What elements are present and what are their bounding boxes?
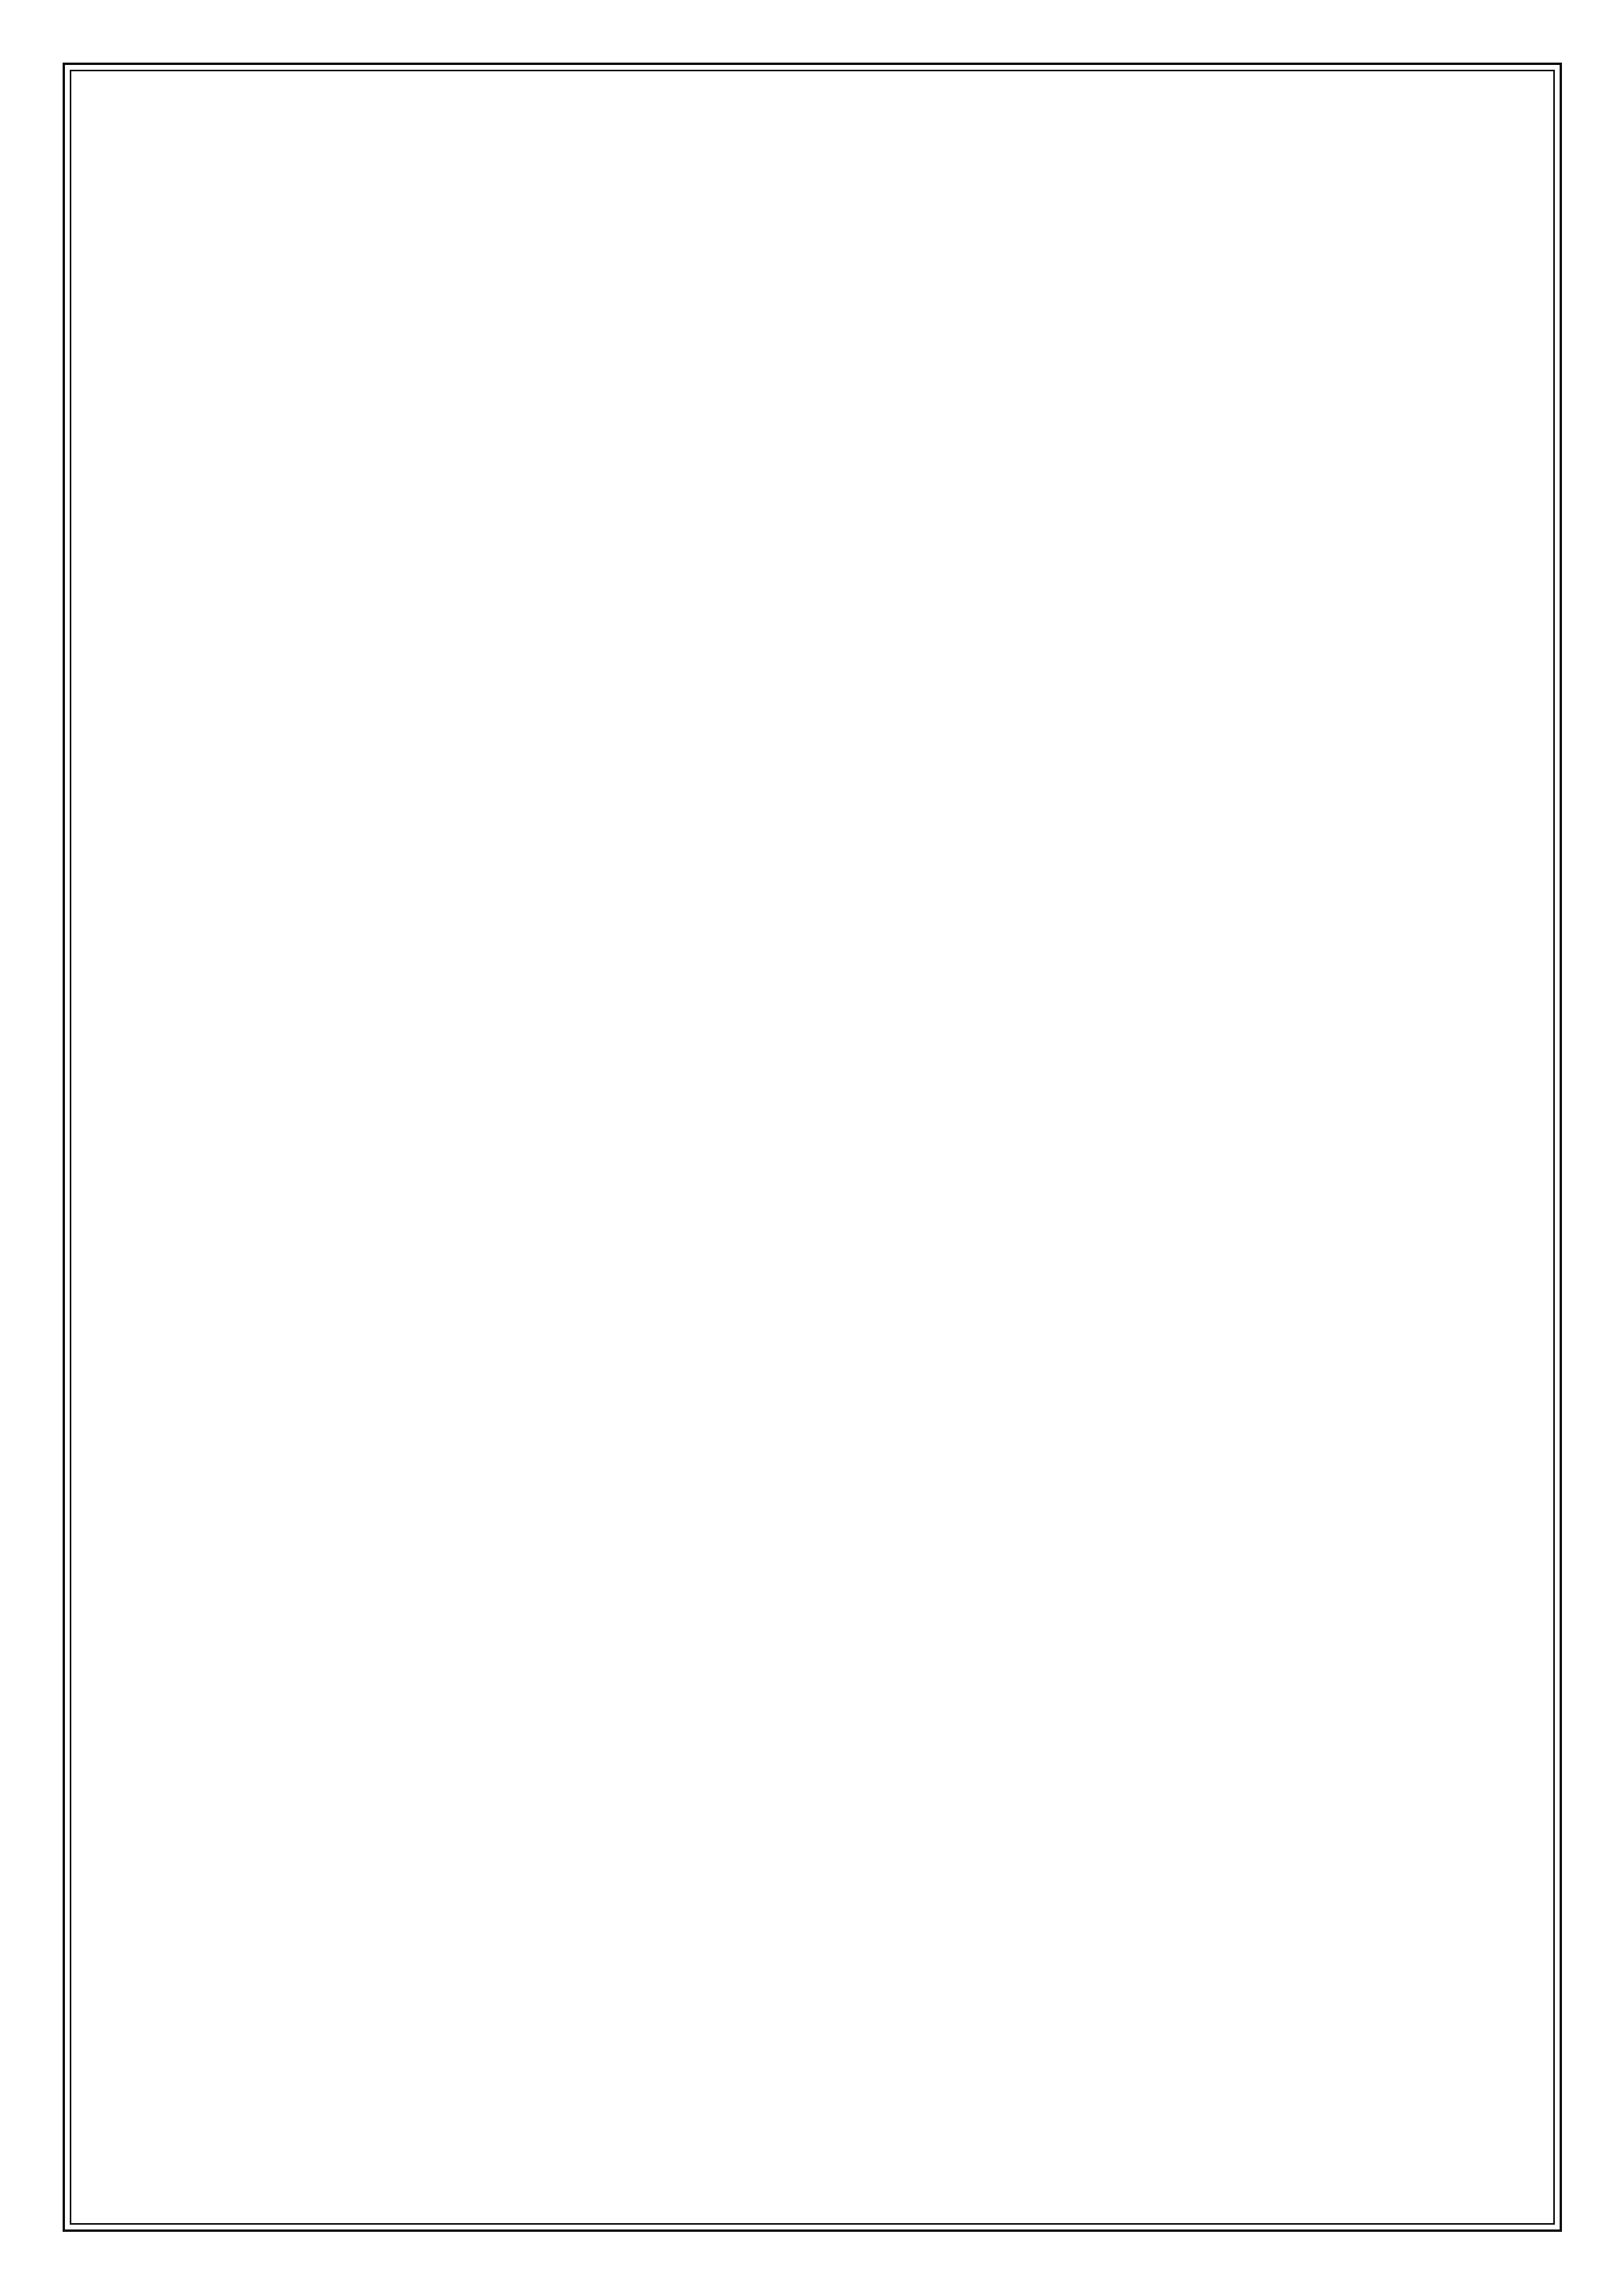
page-border-inner bbox=[70, 70, 1555, 2225]
